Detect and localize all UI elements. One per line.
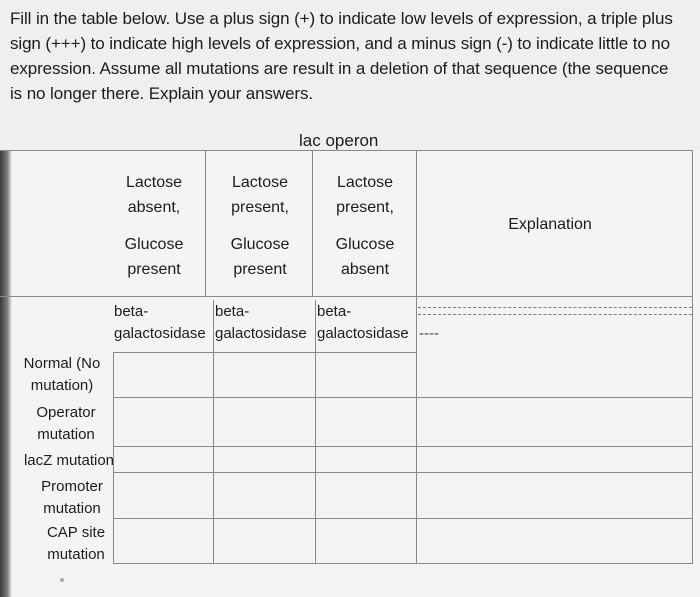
row-label-operator	[18, 402, 114, 446]
column-header-2-line-2: present,	[231, 199, 289, 216]
column-header-3-line-1: Lactose	[336, 174, 394, 191]
column-header-2-line-1: Lactose	[231, 174, 289, 191]
dashed-line-top	[418, 307, 692, 308]
cell-normal-col-1[interactable]	[114, 353, 212, 396]
row-label-operator-line-2: mutation	[37, 426, 95, 443]
column-header-1-line-2: absent,	[127, 199, 181, 216]
row-label-normal-line-2: mutation)	[30, 377, 94, 394]
subheader-col-1-line-2: galactosidase	[114, 325, 206, 342]
instructions	[10, 6, 700, 106]
header-divider-2	[312, 150, 313, 297]
row-label-operator-line-1: Operator	[36, 404, 96, 421]
column-header-2-line-4: present	[233, 261, 287, 278]
instructions-line-4: is no longer there. Explain your answers.	[10, 84, 314, 103]
row-label-lacz	[20, 450, 118, 472]
column-header-3-line-4: absent	[340, 261, 390, 278]
subheader-col-1-line-1: beta-	[114, 303, 149, 320]
column-header-3-line-2: present,	[336, 199, 394, 216]
subheader-trail-dashes: ----	[419, 325, 439, 342]
subheader-col-3-line-1: beta-	[317, 303, 352, 320]
cell-normal-col-3[interactable]	[316, 353, 415, 396]
column-header-1-line-3: Glucose	[124, 236, 184, 253]
subheader-col-3	[317, 301, 409, 345]
table-bottom-border	[113, 563, 693, 564]
column-header-2-line-3: Glucose	[230, 236, 290, 253]
header-bottom-border	[0, 296, 693, 297]
row-label-cap-line-2: mutation	[47, 546, 105, 563]
row-label-cap-line-1: CAP site	[46, 524, 106, 541]
row-label-normal-line-1: Normal (No	[23, 355, 101, 372]
row-label-cap-site	[28, 522, 124, 566]
table-title: lac operon	[299, 131, 379, 150]
column-divider-2	[315, 300, 316, 563]
subheader-col-3-line-2: galactosidase	[317, 325, 409, 342]
column-header-3-line-3: Glucose	[335, 236, 395, 253]
subheader-col-2-line-1: beta-	[215, 303, 250, 320]
subheader-col-1	[114, 301, 206, 345]
column-header-1	[114, 170, 194, 282]
subheader-col-2	[215, 301, 307, 345]
column-divider-1	[213, 300, 214, 563]
row-label-promoter-line-2: mutation	[43, 500, 101, 517]
row-label-normal	[14, 353, 110, 397]
instructions-line-3: expression. Assume all mutations are result in a deletion of that sequence (the sequence	[10, 59, 669, 78]
row-label-promoter-line-1: Promoter	[41, 478, 103, 495]
table-right-border	[692, 150, 693, 563]
column-header-2	[220, 170, 300, 282]
row-label-lacz-line-1: lacZ mutation	[23, 452, 115, 469]
explanation-header: Explanation	[508, 216, 592, 233]
subheader-col-2-line-2: galactosidase	[215, 325, 307, 342]
instructions-line-1: Fill in the table below. Use a plus sign (+) to indicate low levels of expression, a triple plus	[10, 9, 673, 28]
instructions-line-2: sign (+++) to indicate high levels of expression, and a minus sign (-) to indicate little to no	[10, 34, 671, 53]
row-divider-3	[113, 472, 693, 473]
header-divider-1	[205, 150, 206, 297]
row-divider-1	[113, 397, 693, 398]
cell-normal-col-2[interactable]	[214, 353, 314, 396]
column-header-1-line-4: present	[127, 261, 181, 278]
dashed-line-bottom	[418, 314, 692, 315]
table-top-border	[0, 150, 693, 151]
row-divider-2	[113, 446, 693, 447]
cell-normal-explanation[interactable]	[417, 320, 691, 396]
column-header-3	[325, 170, 405, 282]
row-divider-4	[113, 518, 693, 519]
page-speck	[60, 578, 64, 582]
page-edge-shadow	[0, 150, 12, 597]
column-header-1-line-1: Lactose	[125, 174, 183, 191]
row-label-promoter	[24, 476, 120, 520]
